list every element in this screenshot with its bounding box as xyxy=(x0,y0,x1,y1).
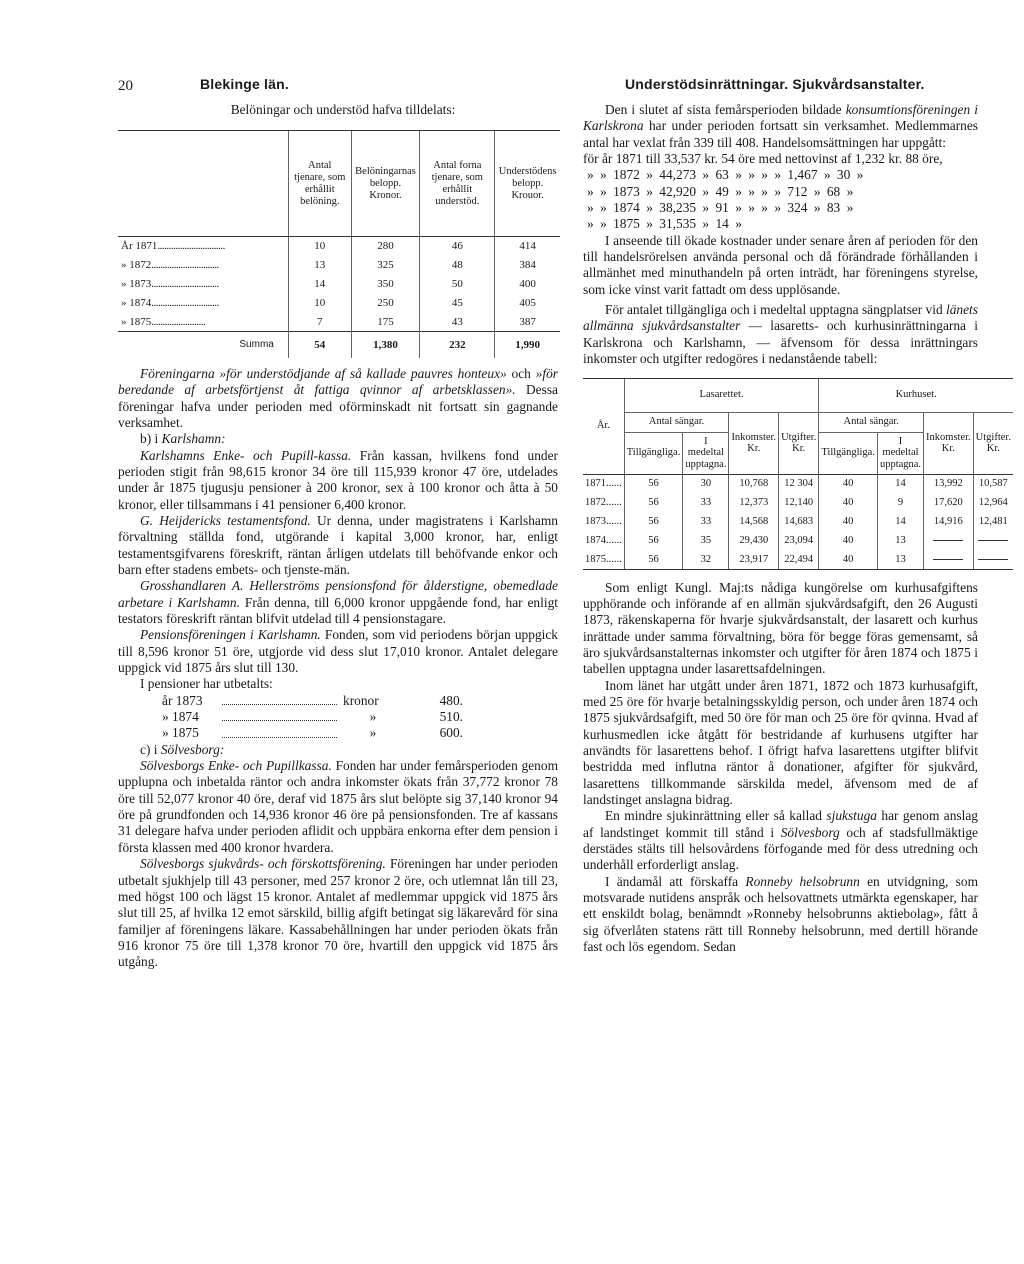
paragraph: Som enligt Kungl. Maj:ts nådiga kungörelse om kurhusafgiftens upphörande och införande af en allmän sjukvårdsafgift, den 26 Augusti 1873, räkenskaperna för hvarje sjukvårdsanstalt, der lasarett och kurhus inrättade under samma förvaltning, böra för begge föras gemensamt, så äro sjukvårdsanstalternas inkomster och utgifter för åren 1874 och 1875 i tabellen upptagna under lasarettsafdelningen. xyxy=(583,579,978,677)
table-row: 1871...... 56 30 10,768 12 304 40 14 13,992 10,587 xyxy=(583,474,1013,493)
kurhuset-header: Kurhuset. xyxy=(819,378,1013,412)
table-cell: 7 xyxy=(288,313,351,332)
year-cell: » 1875........................ xyxy=(121,315,206,328)
table1-title: Belöningar och understöd hafva tilldelats: xyxy=(230,102,456,117)
sum-cell: 232 xyxy=(420,332,495,358)
table-header-row xyxy=(118,131,560,237)
year-cell: » 1874.............................. xyxy=(121,297,219,310)
income-header: Inkomster. Kr. xyxy=(729,412,779,474)
year-cell: » 1873.............................. xyxy=(121,278,219,291)
year-header xyxy=(118,131,288,237)
col-header: Understödens belopp. Krouor. xyxy=(495,131,560,237)
rewards-table xyxy=(118,130,560,358)
table-cell: 405 xyxy=(495,294,560,313)
beds-header: Antal sängar. xyxy=(819,412,924,432)
list-item: för år 1871 till 33,537 kr. 54 öre med nettovinst af 1,232 kr. 88 öre, xyxy=(583,151,943,167)
empty-cell xyxy=(973,550,1013,569)
average-header: I medeltal upptagna. xyxy=(683,432,729,474)
list-item: » » 1875 » 31,535 » 14 » xyxy=(587,216,742,232)
list-item: » 1875 » 600. xyxy=(162,725,463,741)
sum-cell: 54 xyxy=(288,332,351,358)
paragraph: För antalet tillgängliga och i medeltal upptagna sängplatser vid länets allmänna sjukvårdsanstalter — lasaretts- och kurhusinrättningarna i Karlskrona och Karlshamn, — äfvensom för dessa inrättningars inkomster och utgifter redogöres i nedanstående tabell: xyxy=(583,302,978,367)
paragraph: Inom länet har utgått under åren 1871, 1872 och 1873 kurhusafgift, med 25 öre för hvarje betalningsskyldig person, och under åren 1874 och 1875 sjukvårdsafgift, med 50 öre för man och 25 öre för qvinna. Hvad af kurhusmedlen icke åtgått för bestridande af kurhusens utgifter har användts för lasarettens behof. I öfrigt hafva lasarettens utgifter blifvit bestridda med influtna räntor å donationer, afgifter för sjukvård, lasarettens tillkommande särskilda medel, äfvensom med de af landstinget anslagna bidrag. xyxy=(583,677,978,807)
available-header: Tillgängliga. xyxy=(624,432,683,474)
income-header: Inkomster. Kr. xyxy=(924,412,974,474)
table-cell: 280 xyxy=(351,237,420,256)
sum-label: Summa xyxy=(118,332,288,358)
table-row: 1872...... 56 33 12,373 12,140 40 9 17,620 12,964 xyxy=(583,493,1013,512)
table-row xyxy=(118,294,560,313)
paragraph: Pensionsföreningen i Karlshamn. Fonden, som vid periodens början uppgick till 8,596 kronor 51 öre, utgjorde vid dess slut 17,010 kronor. Antalet delegare uppgick vid 1875 års slut till 130. xyxy=(118,627,558,676)
paragraph: En mindre sjukinrättning eller så kallad sjukstuga har genom anslag af landstinget kommit till stånd i Sölvesborg och af stadsfullmäktige derstädes stälts till helsovårdens förfogande med för dess utredning och underhåll erforderligt anslag. xyxy=(583,808,979,873)
paragraph: Den i slutet af sista femårsperioden bildade konsumtionsföreningen i Karlskrona har under perioden fortsatt sin verksamhet. Medlemmarnes antal har vexlat från 339 till 408. Handelsomsättningen har uppgått: xyxy=(583,102,978,150)
year-header: År. xyxy=(583,378,624,474)
table-row xyxy=(118,237,560,256)
running-head-left: Blekinge län. xyxy=(200,76,289,92)
year-cell: » 1872.............................. xyxy=(121,259,219,272)
average-header: I medeltal upptagna. xyxy=(877,432,923,474)
section-heading-c: c) i Sölvesborg: xyxy=(140,741,225,757)
list-item: » » 1874 » 38,235 » 91 » » » » 324 » 83 » xyxy=(587,200,854,216)
paragraph: Karlshamns Enke- och Pupill-kassa. Från kassan, hvilkens fond under perioden stigit från 98,615 kronor 34 öre till 115,939 kronor 47 öre, utdelades under år 1875 tjugusju pensioner à 200 kronor, sex à 100 kronor och åtta à 50 kronor, eller tillsammans i 41 pensioner 6,400 kronor. xyxy=(118,447,558,512)
list-item: » » 1873 » 42,920 » 49 » » » » 712 » 68 » xyxy=(587,183,854,199)
table-cell: 250 xyxy=(351,294,420,313)
empty-cell xyxy=(924,531,974,550)
hospital-table xyxy=(583,378,1013,570)
beds-header: Antal sängar. xyxy=(624,412,729,432)
table-row xyxy=(118,256,560,275)
list-item: » 1874 » 510. xyxy=(162,709,463,725)
table-cell: 175 xyxy=(351,313,420,332)
section-heading-b: b) i Karlshamn: xyxy=(140,431,226,447)
table-cell: 48 xyxy=(420,256,495,275)
empty-cell xyxy=(924,550,974,569)
sum-cell: 1,380 xyxy=(351,332,420,358)
table-row: 1875...... 56 32 23,917 22,494 40 13 xyxy=(583,550,1013,569)
sum-row xyxy=(118,332,560,358)
table-cell: 400 xyxy=(495,275,560,294)
col-header: Antal tjenare, som erhållit belöning. xyxy=(288,131,351,237)
table-cell: 50 xyxy=(420,275,495,294)
paragraph: G. Heijdericks testamentsfond. Ur denna, under magistratens i Karlshamn förvaltning ställda fond, utgörande i kapital 3,000 kronor, har, enligt testamentsgifvarens föreskrift, räntan årligen utdelats till behöfvande enkor och barn efter stadens embets- och tjenste-män. xyxy=(118,512,558,577)
page-number: 20 xyxy=(118,78,133,94)
table-cell: 45 xyxy=(420,294,495,313)
table-cell: 387 xyxy=(495,313,560,332)
paragraph: Föreningarna »för understödjande af så kallade pauvres honteux» och »för beredande af arbetsförtjenst åt fattiga qvinnor af arbetsklassen». Dessa föreningar hafva under perioden med oförminskadt nit fortsatt sin gagnande verksamhet. xyxy=(118,365,558,430)
table-cell: 325 xyxy=(351,256,420,275)
paragraph: I anseende till ökade kostnader under senare åren af perioden för den till handelsrörelsen använda personal och då förändrade förhållanden i allmänhet med minuthandeln på orten inträdt, har föreningens styrelse, som icke vinst varit fattadt om dess upplösande. xyxy=(583,232,978,297)
table-cell: 43 xyxy=(420,313,495,332)
table-cell: 10 xyxy=(288,237,351,256)
table-cell: 46 xyxy=(420,237,495,256)
paragraph: I ändamål att förskaffa Ronneby helsobrunn en utvidgning, som motsvarade nutidens anspråk och helsovattnets utmärkta egenskaper, har ett enskildt bolag, benämndt »Ronneby helsobrunns aktiebolag», fått å sig öfverlåten statens rätt till Ronneby helsobrunn, med dertill hörande fast och lös egendom. Sedan xyxy=(583,873,978,955)
available-header: Tillgängliga. xyxy=(819,432,878,474)
running-head-right: Understödsinrättningar. Sjukvårdsanstalter. xyxy=(625,76,925,92)
paragraph: Sölvesborgs Enke- och Pupillkassa. Fonden har under femårsperioden genom upplupna och inbetalda räntor och andra inkomster ökats från 37,772 kronor 78 öre till 52,077 kronor 40 öre, deraf vid 1875 års slut belöpte sig 37,140 kronor 94 öre på grundfonden och 14,936 kronor 46 öre på pensionsfonden. Tre af kassans 31 delegare hafva under perioden aflidit och uppbära enkorna efter dem pension i första klassen med 400 kronor hvardera. xyxy=(118,758,558,855)
paragraph: I pensioner har utbetalts: xyxy=(140,676,273,692)
right-column xyxy=(583,102,1011,955)
empty-cell xyxy=(973,531,1013,550)
table-cell: 350 xyxy=(351,275,420,294)
year-cell: År 1871.............................. xyxy=(121,240,225,253)
list-item: » » 1872 » 44,273 » 63 » » » » 1,467 » 30 » xyxy=(587,167,864,183)
col-header: Antal forna tjenare, som erhållit understöd. xyxy=(420,131,495,237)
sum-cell: 1,990 xyxy=(495,332,560,358)
list-item: år 1873 kronor 480. xyxy=(162,692,463,708)
col-header: Belöningarnas belopp. Kronor. xyxy=(351,131,420,237)
table-cell: 10 xyxy=(288,294,351,313)
pension-list xyxy=(118,693,558,742)
table-row: 1874...... 56 35 29,430 23,094 40 13 xyxy=(583,531,1013,550)
expenses-header: Utgifter. Kr. xyxy=(973,412,1013,474)
lasarettet-header: Lasarettet. xyxy=(624,378,819,412)
turnover-list xyxy=(583,151,978,233)
table-row xyxy=(118,313,560,332)
table-cell: 384 xyxy=(495,256,560,275)
table-cell: 13 xyxy=(288,256,351,275)
left-column xyxy=(118,102,558,971)
table-row xyxy=(118,275,560,294)
table-row: 1873...... 56 33 14,568 14,683 40 14 14,916 12,481 xyxy=(583,512,1013,531)
paragraph: Grosshandlaren A. Hellerströms pensionsfond för ålderstigne, obemedlade arbetare i Karlshamn. Från denna, till 6,000 kronor uppgående fond, har enligt testators föreskrift räntan blifvit utdelad till 4 pensionstagare. xyxy=(118,578,558,626)
table-cell: 14 xyxy=(288,275,351,294)
table-cell: 414 xyxy=(495,237,560,256)
expenses-header: Utgifter. Kr. xyxy=(779,412,819,474)
paragraph: Sölvesborgs sjukvårds- och förskottsförening. Föreningen har under perioden utbetalt sjukhjelp till 43 personer, med 257 kronor 2 öre, och utlemnat lån till 23, med högst 100 och lägst 15 kronor. Antalet af medlemmar uppgick vid 1875 års slut till 25, af hvilka 12 emot särskild, billig afgift betingat sig läkarevård för sina familjer af föreningens läkare. Kassabehållningen har under perioden ökats från 916 kronor 75 öre till 1,378 kronor 70 öre, hvartill den uppgick vid 1875 års utgång. xyxy=(118,856,558,970)
